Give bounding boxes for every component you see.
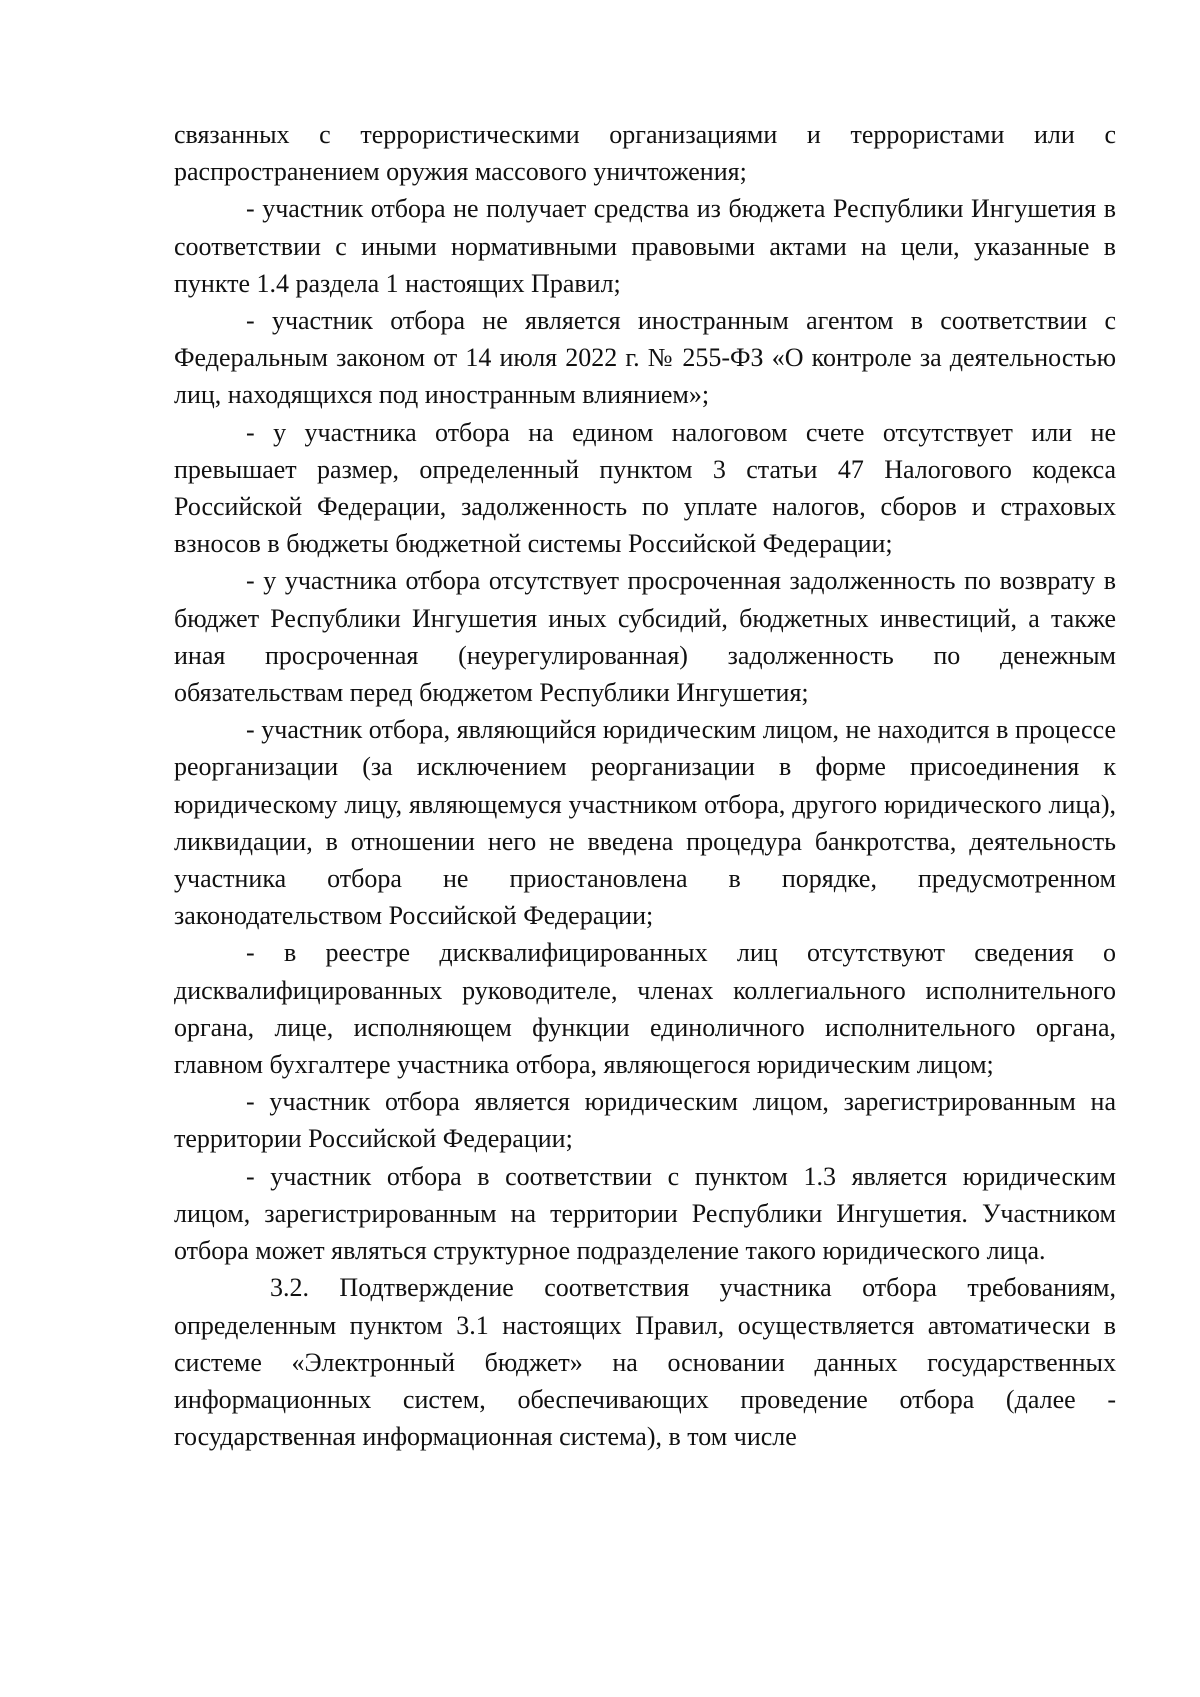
document-body <box>174 116 1116 1455</box>
paragraph-continuation: связанных с террористическими организациями и террористами или с распространением оружия массового уничтожения; <box>174 120 1116 187</box>
paragraph-disqualified-registry: - в реестре дисквалифицированных лиц отсутствуют сведения о дисквалифицированных руководителе, членах коллегиального исполнительного органа, лице, исполняющем функции единоличного исполнительного органа, главном бухгалтере участника отбора, являющегося юридическим лицом; <box>174 938 1116 1080</box>
paragraph-registered-ingushetia: - участник отбора в соответствии с пунктом 1.3 является юридическим лицом, зарегистрированным на территории Республики Ингушетия. Участником отбора может являться структурное подразделение такого юридического лица. <box>174 1161 1116 1266</box>
paragraph-overdue-debt: - у участника отбора отсутствует просроченная задолженность по возврату в бюджет Республики Ингушетия иных субсидий, бюджетных инвестиций, а также иная просроченная (неурегулированная) задолженность по денежным обязательствам перед бюджетом Республики Ингушетия; <box>174 566 1116 708</box>
paragraph-registered-rf: - участник отбора является юридическим лицом, зарегистрированным на территории Российской Федерации; <box>174 1087 1116 1154</box>
paragraph-budget-funds: - участник отбора не получает средства из бюджета Республики Ингушетия в соответствии с иными нормативными правовыми актами на цели, указанные в пункте 1.4 раздела 1 настоящих Правил; <box>174 194 1116 298</box>
paragraph-section-3-2: 3.2. Подтверждение соответствия участника отбора требованиям, определенным пунктом 3.1 настоящих Правил, осуществляется автоматически в системе «Электронный бюджет» на основании данных государственных информационных систем, обеспечивающих проведение отбора (далее - государственная информационная система), в том числе <box>174 1273 1116 1452</box>
paragraph-tax-debt: - у участника отбора на едином налоговом счете отсутствует или не превышает размер, определенный пунктом 3 статьи 47 Налогового кодекса Российской Федерации, задолженность по уплате налогов, сборов и страховых взносов в бюджеты бюджетной системы Российской Федерации; <box>174 417 1116 559</box>
paragraph-reorganization: - участник отбора, являющийся юридическим лицом, не находится в процессе реорганизации (за исключением реорганизации в форме присоединения к юридическому лицу, являющемуся участником отбора, другого юридического лица), ликвидации, в отношении него не введена процедура банкротства, деятельность участника отбора не приостановлена в порядке, предусмотренном законодательством Российской Федерации; <box>174 715 1116 931</box>
paragraph-foreign-agent: - участник отбора не является иностранным агентом в соответствии с Федеральным законом от 14 июля 2022 г. № 255-ФЗ «О контроле за деятельностью лиц, находящихся под иностранным влиянием»; <box>174 306 1116 410</box>
